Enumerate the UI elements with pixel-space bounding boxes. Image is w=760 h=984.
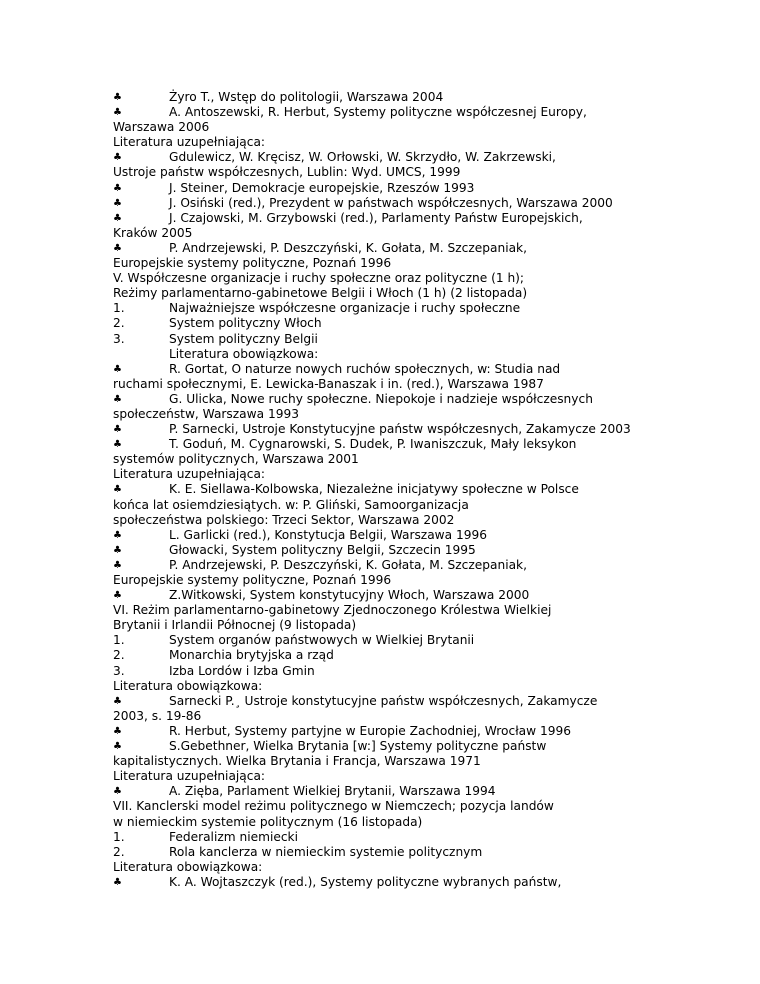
text-line (113, 467, 673, 482)
bullet-item (113, 875, 673, 890)
line-text: systemów politycznych, Warszawa 2001 (113, 452, 359, 467)
line-text: 2003, s. 19-86 (113, 708, 202, 723)
bullet-item (113, 362, 673, 377)
line-text: Europejskie systemy polityczne, Poznań 1996 (113, 573, 392, 587)
line-text: A. Antoszewski, R. Herbut, Systemy polityczne współczesnej Europy, (169, 105, 587, 120)
text-line (113, 498, 673, 513)
text-line (113, 286, 673, 301)
bullet-item (113, 150, 673, 165)
line-text: Żyro T., Wstęp do politologii, Warszawa 2004 (169, 90, 444, 104)
line-text: System polityczny Belgii (169, 331, 318, 346)
numbered-item (113, 845, 673, 860)
item-number: 2. (113, 316, 125, 331)
line-text: Monarchia brytyjska a rząd (169, 648, 334, 663)
line-text: Rola kanclerza w niemieckim systemie politycznym (169, 844, 483, 859)
line-text: Warszawa 2006 (113, 120, 210, 135)
club-bullet-icon: ♣ (113, 484, 122, 496)
document-page (113, 90, 673, 890)
line-text: Literatura obowiązkowa: (113, 678, 263, 693)
numbered-item (113, 332, 673, 347)
text-line (113, 618, 673, 633)
club-bullet-icon: ♣ (113, 182, 122, 194)
bullet-item (113, 90, 673, 105)
line-text: Najważniejsze współczesne organizacje i ruchy społeczne (169, 301, 521, 316)
club-bullet-icon: ♣ (113, 242, 122, 254)
line-text: R. Gortat, O naturze nowych ruchów społecznych, w: Studia nad (169, 361, 561, 376)
text-line (113, 452, 673, 467)
numbered-item (113, 633, 673, 648)
club-bullet-icon: ♣ (113, 725, 122, 737)
indented-heading (113, 347, 673, 362)
numbered-item (113, 316, 673, 331)
line-text: Głowacki, System polityczny Belgii, Szczecin 1995 (169, 542, 476, 557)
line-text: społeczeństwa polskiego: Trzeci Sektor, Warszawa 2002 (113, 512, 455, 527)
numbered-item (113, 648, 673, 663)
bullet-item (113, 739, 673, 754)
club-bullet-icon: ♣ (113, 695, 122, 707)
line-text: VI. Reżim parlamentarno-gabinetowy Zjednoczonego Królestwa Wielkiej (113, 603, 552, 618)
line-text: Europejskie systemy polityczne, Poznań 1996 (113, 256, 392, 271)
club-bullet-icon: ♣ (113, 363, 122, 375)
line-text: T. Goduń, M. Cygnarowski, S. Dudek, P. Iwaniszczuk, Mały leksykon (169, 437, 577, 452)
item-number: 1. (113, 829, 125, 844)
club-bullet-icon: ♣ (113, 786, 122, 798)
club-bullet-icon: ♣ (113, 424, 122, 436)
bullet-item (113, 437, 673, 452)
club-bullet-icon: ♣ (113, 92, 122, 103)
club-bullet-icon: ♣ (113, 212, 122, 224)
line-text: K. A. Wojtaszczyk (red.), Systemy polityczne wybranych państw, (169, 874, 562, 889)
line-text: Literatura obowiązkowa: (113, 859, 263, 874)
line-text: J. Czajowski, M. Grzybowski (red.), Parlamenty Państw Europejskich, (169, 210, 583, 225)
bullet-item (113, 211, 673, 226)
item-number: 3. (113, 663, 125, 678)
line-text: P. Andrzejewski, P. Deszczyński, K. Gołata, M. Szczepaniak, (169, 240, 527, 255)
bullet-item (113, 724, 673, 739)
line-text: Sarnecki P.¸ Ustroje konstytucyjne państw współczesnych, Zakamycze (169, 693, 598, 708)
bullet-item (113, 241, 673, 256)
text-line (113, 407, 673, 422)
text-line (113, 799, 673, 814)
club-bullet-icon: ♣ (113, 393, 122, 405)
item-number: 2. (113, 844, 125, 859)
line-text: Kraków 2005 (113, 225, 193, 240)
bullet-item (113, 196, 673, 211)
text-line (113, 120, 673, 135)
text-line (113, 135, 673, 150)
text-line (113, 165, 673, 180)
line-text: społeczeństw, Warszawa 1993 (113, 406, 299, 421)
bullet-item (113, 588, 673, 603)
line-text: K. E. Siellawa-Kolbowska, Niezależne inicjatywy społeczne w Polsce (169, 482, 579, 497)
club-bullet-icon: ♣ (113, 741, 122, 753)
text-line (113, 709, 673, 724)
line-text: System organów państwowych w Wielkiej Brytanii (169, 633, 475, 648)
text-line (113, 226, 673, 241)
item-number: 3. (113, 331, 125, 346)
line-text: ruchami społecznymi, E. Lewicka-Banaszak i in. (red.), Warszawa 1987 (113, 376, 544, 391)
line-text: Literatura uzupełniająca: (113, 135, 266, 150)
bullet-item (113, 784, 673, 799)
bullet-item (113, 694, 673, 709)
line-text: S.Gebethner, Wielka Brytania [w:] Systemy polityczne państw (169, 739, 547, 754)
text-line (113, 769, 673, 784)
bullet-item (113, 422, 673, 437)
line-text: końca lat osiemdziesiątych. w: P. Gliński, Samoorganizacja (113, 497, 469, 512)
club-bullet-icon: ♣ (113, 152, 122, 164)
club-bullet-icon: ♣ (113, 529, 122, 541)
club-bullet-icon: ♣ (113, 439, 122, 451)
bullet-item (113, 528, 673, 543)
text-line (113, 603, 673, 618)
line-text: kapitalistycznych. Wielka Brytania i Francja, Warszawa 1971 (113, 754, 481, 769)
line-text: VII. Kanclerski model reżimu politycznego w Niemczech; pozycja landów (113, 799, 554, 814)
text-line (113, 679, 673, 694)
text-line (113, 256, 673, 271)
text-line (113, 271, 673, 286)
line-text: Literatura uzupełniająca: (113, 769, 266, 784)
text-line (113, 377, 673, 392)
line-text: J. Osiński (red.), Prezydent w państwach współczesnych, Warszawa 2000 (169, 195, 613, 210)
line-text: R. Herbut, Systemy partyjne w Europie Zachodniej, Wrocław 1996 (169, 723, 571, 738)
line-text: Federalizm niemiecki (169, 829, 298, 844)
bullet-item (113, 482, 673, 497)
text-line (113, 513, 673, 528)
line-text: A. Zięba, Parlament Wielkiej Brytanii, Warszawa 1994 (169, 784, 496, 799)
line-text: V. Współczesne organizacje i ruchy społeczne oraz polityczne (1 h); (113, 271, 525, 286)
club-bullet-icon: ♣ (113, 107, 122, 119)
line-text: Brytanii i Irlandii Północnej (9 listopada) (113, 618, 357, 633)
line-text: Literatura obowiązkowa: (169, 346, 319, 361)
bullet-item (113, 181, 673, 196)
line-text: System polityczny Włoch (169, 316, 322, 331)
text-line (113, 573, 673, 588)
bullet-item (113, 392, 673, 407)
item-number: 2. (113, 648, 125, 663)
club-bullet-icon: ♣ (113, 559, 122, 571)
line-text: Ustroje państw współczesnych, Lublin: Wyd. UMCS, 1999 (113, 165, 461, 180)
club-bullet-icon: ♣ (113, 544, 122, 556)
text-line (113, 815, 673, 830)
line-text: J. Steiner, Demokracje europejskie, Rzeszów 1993 (169, 180, 475, 195)
club-bullet-icon: ♣ (113, 876, 122, 888)
line-text: G. Ulicka, Nowe ruchy społeczne. Niepokoje i nadzieje współczesnych (169, 391, 593, 406)
bullet-item (113, 543, 673, 558)
line-text: L. Garlicki (red.), Konstytucja Belgii, Warszawa 1996 (169, 527, 487, 542)
item-number: 1. (113, 633, 125, 648)
line-text: Z.Witkowski, System konstytucyjny Włoch, Warszawa 2000 (169, 588, 530, 603)
line-text: P. Sarnecki, Ustroje Konstytucyjne państw współczesnych, Zakamycze 2003 (169, 422, 631, 437)
bullet-item (113, 105, 673, 120)
line-text: w niemieckim systemie politycznym (16 listopada) (113, 814, 423, 829)
line-text: Izba Lordów i Izba Gmin (169, 663, 315, 678)
numbered-item (113, 664, 673, 679)
numbered-item (113, 830, 673, 845)
text-line (113, 860, 673, 875)
line-text: Reżimy parlamentarno-gabinetowe Belgii i Włoch (1 h) (2 listopada) (113, 286, 528, 301)
club-bullet-icon: ♣ (113, 197, 122, 209)
bullet-item (113, 558, 673, 573)
numbered-item (113, 301, 673, 316)
line-text: Literatura uzupełniająca: (113, 467, 266, 482)
item-number: 1. (113, 301, 125, 316)
club-bullet-icon: ♣ (113, 590, 122, 602)
line-text: Gdulewicz, W. Kręcisz, W. Orłowski, W. Skrzydło, W. Zakrzewski, (169, 150, 556, 165)
text-line (113, 754, 673, 769)
line-text: P. Andrzejewski, P. Deszczyński, K. Gołata, M. Szczepaniak, (169, 557, 527, 572)
